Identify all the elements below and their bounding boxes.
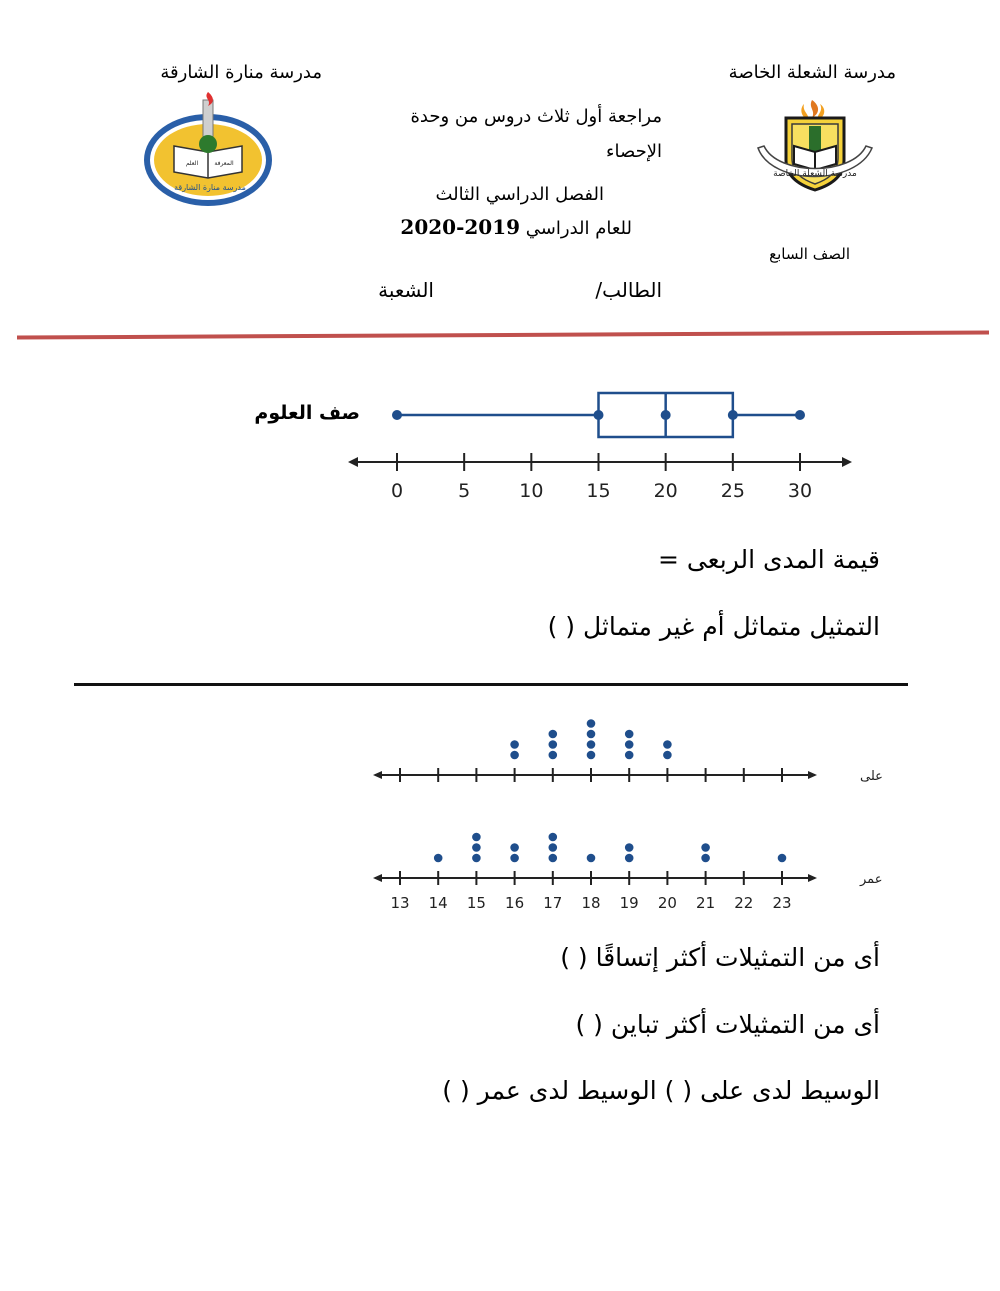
boxplot-tick-label-30: 30 xyxy=(787,480,813,502)
dotplot-dot-0-19-0 xyxy=(625,751,634,760)
dotplot-dot-1-21-1 xyxy=(701,843,710,852)
dotplot-dot-0-20-1 xyxy=(663,740,672,749)
dotplot-dot-0-18-0 xyxy=(587,751,596,760)
term-label: الفصل الدراسي الثالث xyxy=(435,184,604,205)
boxplot-point-min xyxy=(392,410,402,420)
section-label: الشعبة xyxy=(378,278,434,302)
boxplot-chart xyxy=(340,380,860,510)
sharjah-logo-book-word-b: المعرفة xyxy=(214,160,234,167)
question-consistent: أى من التمثيلات أكثر إتساقًا ( ) xyxy=(560,943,880,972)
dotplot-label-0: على xyxy=(860,769,883,784)
dotplot-dot-1-19-1 xyxy=(625,843,634,852)
dotplot-tick-label-20: 20 xyxy=(657,894,677,912)
school-name-alshoula: مدرسة الشعلة الخاصة xyxy=(728,62,896,83)
dotplot-dot-1-14-0 xyxy=(434,854,443,863)
dotplot-tick-label-22: 22 xyxy=(734,894,754,912)
boxplot-point-q3 xyxy=(728,410,738,420)
boxplot-tick-label-20: 20 xyxy=(653,480,678,502)
dotplot-dot-0-17-1 xyxy=(549,740,558,749)
dotplot-dot-1-15-2 xyxy=(472,833,481,842)
dotplot-label-1: عمر xyxy=(860,872,883,887)
dotplot-dot-1-18-0 xyxy=(587,854,596,863)
boxplot-tick-label-0: 0 xyxy=(390,480,404,502)
dotplot-tick-label-16: 16 xyxy=(505,894,525,912)
question-symmetry: التمثيل متماثل أم غير متماثل ( ) xyxy=(547,612,880,641)
school-name-sharjah: مدرسة منارة الشارقة xyxy=(160,62,322,83)
dotplot-dot-1-16-1 xyxy=(510,843,519,852)
dotplot-tick-label-13: 13 xyxy=(390,894,410,912)
grade-label: الصف السابع xyxy=(769,245,850,263)
dotplot-tick-label-21: 21 xyxy=(696,894,716,912)
section-divider xyxy=(74,683,908,686)
year-label: للعام الدراسي xyxy=(525,218,632,239)
dotplots-chart xyxy=(370,705,883,920)
dotplot-arrow-left-icon-1 xyxy=(373,874,382,882)
dotplot-arrow-right-icon-1 xyxy=(808,874,817,882)
dotplot-tick-label-14: 14 xyxy=(428,894,448,912)
dotplot-tick-label-18: 18 xyxy=(581,894,601,912)
sharjah-logo-ring-text: مدرسة منارة الشارقة xyxy=(174,183,246,192)
review-title-line1: مراجعة أول ثلاث دروس من وحدة xyxy=(410,106,662,127)
dotplot-dot-0-18-2 xyxy=(587,730,596,739)
dotplot-dot-1-19-0 xyxy=(625,854,634,863)
boxplot-tick-label-25: 25 xyxy=(720,480,745,502)
boxplot-tick-label-5: 5 xyxy=(458,480,471,502)
dotplot-arrow-left-icon-0 xyxy=(373,771,382,779)
sharjah-logo-book-word-a: العلم xyxy=(185,160,199,167)
boxplot-point-max xyxy=(795,410,805,420)
dotplot-dot-0-18-1 xyxy=(587,740,596,749)
dotplot-dot-0-20-0 xyxy=(663,751,672,760)
tree-icon xyxy=(199,135,217,153)
dotplot-dot-1-23-0 xyxy=(778,854,787,863)
boxplot-tick-label-10: 10 xyxy=(519,480,544,502)
boxplot-point-q1 xyxy=(594,410,604,420)
alshoula-school-logo xyxy=(752,90,878,210)
dotplot-dot-1-15-0 xyxy=(472,854,481,863)
question-median: الوسيط لدى على ( ) الوسيط لدى عمر ( ) xyxy=(442,1076,880,1105)
dotplot-dot-0-16-0 xyxy=(510,751,519,760)
flame-icon xyxy=(811,100,818,118)
dotplot-dot-1-15-1 xyxy=(472,843,481,852)
axis-arrow-right-icon xyxy=(842,457,852,467)
alshoula-logo-ribbon-text: مدرسة الشعلة الخاصة xyxy=(773,169,857,179)
student-name-label: الطالب/ xyxy=(595,278,662,302)
dotplot-tick-label-23: 23 xyxy=(772,894,792,912)
header-red-divider xyxy=(17,330,989,339)
dotplot-arrow-right-icon-0 xyxy=(808,771,817,779)
dotplot-dot-1-21-0 xyxy=(701,854,710,863)
year-value: 2019-2020 xyxy=(400,215,521,239)
question-iqr: قيمة المدى الربعى = xyxy=(657,545,880,574)
dotplot-dot-0-19-1 xyxy=(625,740,634,749)
dotplot-tick-label-17: 17 xyxy=(543,894,563,912)
dotplot-dot-0-18-3 xyxy=(587,719,596,728)
dotplot-dot-1-17-2 xyxy=(549,833,558,842)
boxplot-label: صف العلوم xyxy=(254,402,360,424)
boxplot-tick-label-15: 15 xyxy=(586,480,611,502)
dotplot-dot-0-17-2 xyxy=(549,730,558,739)
dotplot-dot-0-17-0 xyxy=(549,751,558,760)
dotplot-tick-label-15: 15 xyxy=(466,894,486,912)
year-line xyxy=(380,215,632,239)
axis-arrow-left-icon xyxy=(348,457,358,467)
dotplot-dot-1-17-0 xyxy=(549,854,558,863)
sharjah-school-logo xyxy=(140,92,276,208)
dotplot-dot-1-17-1 xyxy=(549,843,558,852)
dotplot-dot-1-16-0 xyxy=(510,854,519,863)
question-variation: أى من التمثيلات أكثر تباين ( ) xyxy=(575,1010,880,1039)
boxplot-point-median xyxy=(661,410,671,420)
dotplot-tick-label-19: 19 xyxy=(619,894,639,912)
dotplot-dot-0-16-1 xyxy=(510,740,519,749)
dotplot-dot-0-19-2 xyxy=(625,730,634,739)
review-title-line2: الإحصاء xyxy=(606,141,662,162)
